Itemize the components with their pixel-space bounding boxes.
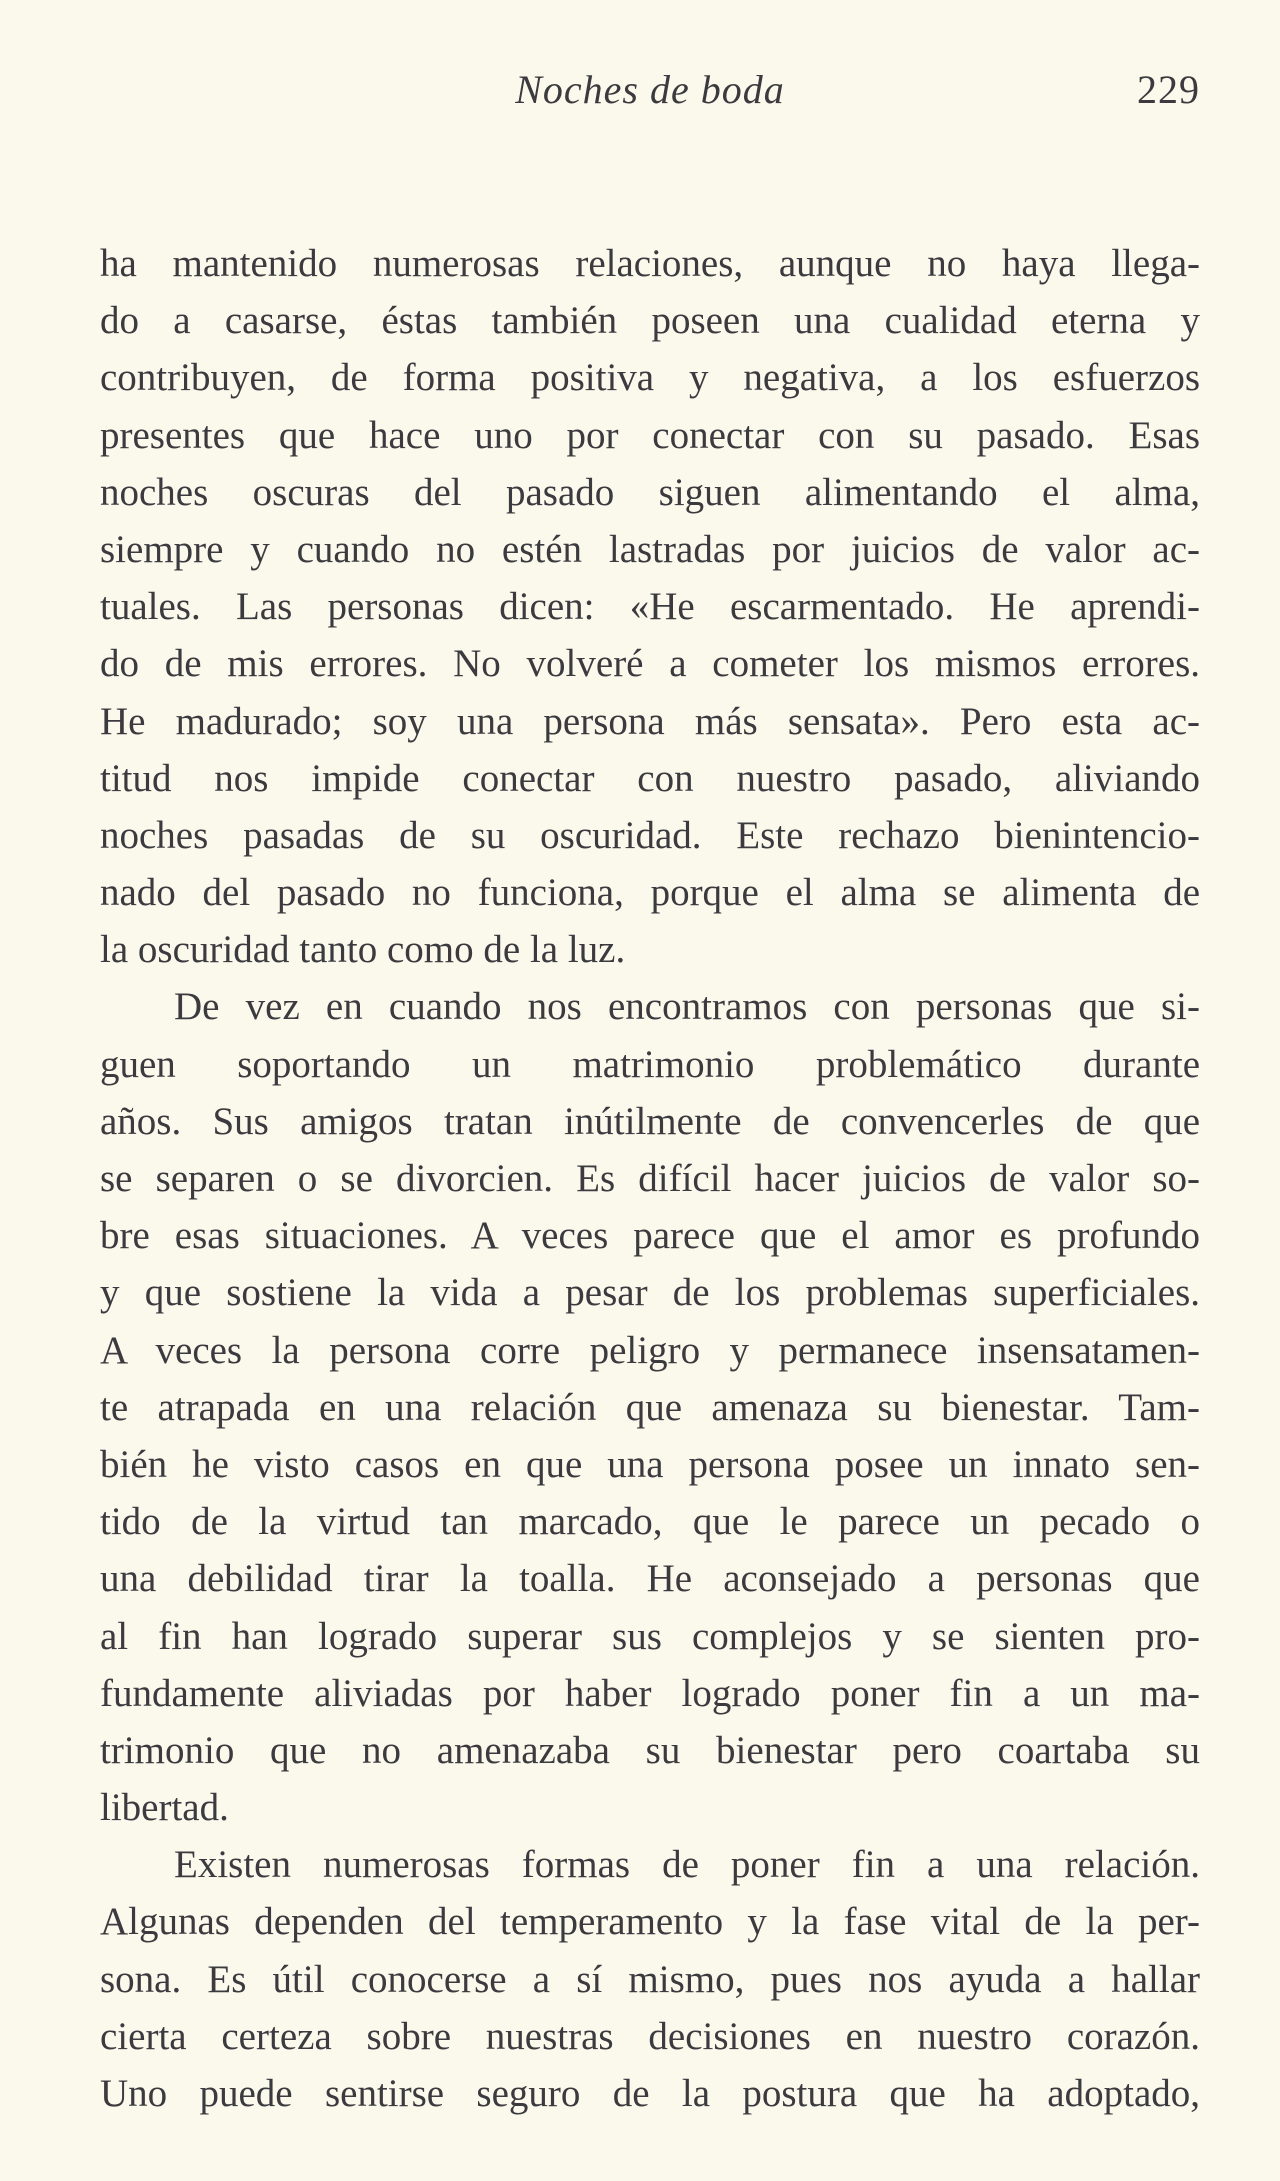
text-line: fundamente aliviadas por haber logrado poner fin a un ma- [100, 1671, 1200, 1715]
body-text [100, 235, 1200, 2122]
text-line: titud nos impide conectar con nuestro pasado, aliviando [100, 756, 1200, 800]
text-line: libertad. [100, 1786, 229, 1830]
text-line: Algunas dependen del temperamento y la fase vital de la per- [100, 1900, 1200, 1944]
text-line: He madurado; soy una persona más sensata». Pero esta ac- [100, 699, 1200, 743]
text-line: noches pasadas de su oscuridad. Este rechazo bienintencio- [100, 813, 1200, 857]
text-line: sona. Es útil conocerse a sí mismo, pues nos ayuda a hallar [100, 1957, 1200, 2001]
text-line: tuales. Las personas dicen: «He escarmentado. He aprendi- [100, 585, 1200, 629]
text-line: guen soportando un matrimonio problemático durante [100, 1042, 1200, 1086]
text-line: do a casarse, éstas también poseen una cualidad eterna y [100, 299, 1200, 343]
text-line: nado del pasado no funciona, porque el alma se alimenta de [100, 871, 1200, 915]
text-line: tido de la virtud tan marcado, que le parece un pecado o [100, 1500, 1200, 1544]
text-line: años. Sus amigos tratan inútilmente de convencerles de que [100, 1099, 1200, 1143]
running-head [100, 60, 1200, 120]
text-line: al fin han logrado superar sus complejos y se sienten pro- [100, 1614, 1200, 1658]
page-number: 229 [1137, 67, 1200, 112]
text-line: una debilidad tirar la toalla. He aconsejado a personas que [100, 1557, 1200, 1601]
text-line: se separen o se divorcien. Es difícil hacer juicios de valor so- [100, 1157, 1200, 1200]
text-line: noches oscuras del pasado siguen alimentando el alma, [100, 470, 1200, 514]
text-line: ha mantenido numerosas relaciones, aunque no haya llega- [100, 242, 1200, 285]
text-line: contribuyen, de forma positiva y negativa, a los esfuerzos [100, 356, 1200, 400]
text-line: la oscuridad tanto como de la luz. [100, 928, 626, 972]
text-line: do de mis errores. No volveré a cometer los mismos errores. [100, 642, 1200, 686]
text-line: siempre y cuando no estén lastradas por juicios de valor ac- [100, 527, 1200, 571]
text-line: presentes que hace uno por conectar con su pasado. Esas [100, 413, 1200, 457]
text-line: y que sostiene la vida a pesar de los problemas superficiales. [100, 1271, 1200, 1315]
text-line: te atrapada en una relación que amenaza su bienestar. Tam- [100, 1385, 1200, 1429]
text-line: De vez en cuando nos encontramos con personas que si- [174, 985, 1200, 1029]
text-line: trimonio que no amenazaba su bienestar pero coartaba su [100, 1728, 1200, 1772]
running-title: Noches de boda [515, 67, 785, 112]
text-line: A veces la persona corre peligro y permanece insensatamen- [100, 1328, 1200, 1372]
text-line: Uno puede sentirse seguro de la postura que ha adoptado, [100, 2072, 1200, 2115]
text-line: cierta certeza sobre nuestras decisiones en nuestro corazón. [100, 2014, 1200, 2058]
text-line: bién he visto casos en que una persona posee un innato sen- [100, 1442, 1200, 1486]
text-line: Existen numerosas formas de poner fin a una relación. [174, 1843, 1200, 1887]
text-line: bre esas situaciones. A veces parece que el amor es profundo [100, 1214, 1200, 1258]
